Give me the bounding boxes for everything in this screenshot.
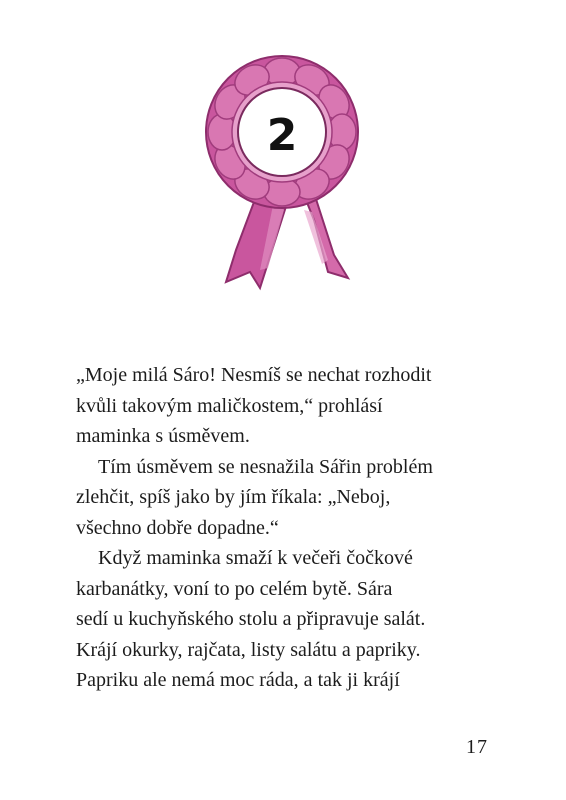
text-line: Když maminka smaží k večeři čočkové <box>98 547 413 569</box>
text-line: sedí u kuchyňského stolu a připravuje salát. <box>76 608 426 630</box>
chapter-number: 2 <box>266 110 298 161</box>
text-line: zlehčit, spíš jako by jím říkala: „Neboj, <box>76 486 391 508</box>
text-line: Tím úsměvem se nesnažila Sářin problém <box>98 455 433 478</box>
text-line: „Moje milá Sáro! Nesmíš se nechat rozhodit <box>76 364 432 386</box>
page-number: 17 <box>466 736 488 758</box>
text-line: karbanátky, voní to po celém bytě. Sára <box>76 577 393 600</box>
chapter-rosette-badge <box>196 50 368 300</box>
text-line: Krájí okurky, rajčata, listy salátu a papriky. <box>76 638 421 661</box>
text-line: maminka s úsměvem. <box>76 425 250 447</box>
body-text <box>76 360 516 696</box>
text-line: kvůli takovým maličkostem,“ prohlásí <box>76 394 383 417</box>
text-line: Papriku ale nemá moc ráda, a tak ji krájí <box>76 669 400 691</box>
text-line: všechno dobře dopadne.“ <box>76 516 279 539</box>
